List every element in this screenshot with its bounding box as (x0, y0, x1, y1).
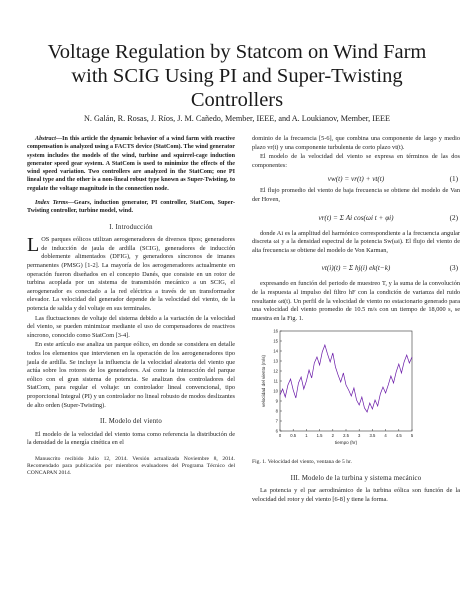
x-tick-label: 1.5 (316, 433, 323, 439)
x-tick-label: 3 (358, 433, 361, 439)
equation-1-number: (1) (449, 175, 458, 184)
section-heading-turbine: III. Modelo de la turbina y sistema mecánico (290, 474, 422, 482)
y-tick-label: 9 (275, 398, 278, 404)
x-tick-label: 3.5 (369, 433, 376, 439)
equation-2 (252, 206, 460, 230)
right-paragraph-3: El flujo promedio del viento de baja frecuencia se obtiene del modelo de Van der Hoven, (252, 187, 460, 203)
right-paragraph-1: dominio de la frecuencia [5-6], que combina una componente de largo y medio plazo vr(t) y una componente turbulenta de corto plazo vt(t). (252, 135, 460, 151)
author-list: N. Galán, R. Rosas, J. Ríos, J. M. Cañedo, Member, IEEE, and A. Loukianov, Member, IEEE (83, 114, 391, 123)
x-tick-label: 0.5 (290, 433, 297, 439)
equation-3-number: (3) (449, 264, 458, 273)
y-tick-label: 10 (273, 388, 278, 394)
x-tick-label: 1 (305, 433, 308, 439)
y-tick-label: 8 (275, 408, 278, 414)
y-tick-label: 7 (275, 418, 278, 424)
intro-paragraph-3: En este artículo ese analiza un parque eólico, en donde se considera en detalle todos los elementos que intervienen en la operación de los aerogeneradores tipo jaula de ardilla. Se incluye la influencia de la velocidad aleatoria del viento que actúa sobre los rotores de los generadores. Así como la interacción del parque eólico con el gran sistema de potencia. Se analizan dos controladores del StatCom, para regular el voltaje: un controlador lineal convencional, tipo proporcional Integral (PI) y un controlador no lineal robusto de modos deslizantes de alto orden (Super-Twisting). (27, 341, 235, 409)
x-tick-label: 5 (410, 433, 414, 439)
index-terms-lead: Index Terms (35, 200, 68, 207)
y-tick-label: 12 (273, 368, 278, 374)
equation-2-number: (2) (449, 213, 458, 222)
y-tick-label: 11 (273, 378, 278, 384)
abstract (27, 135, 235, 193)
y-axis-label: velocidad del viento (m/s) (261, 355, 266, 408)
equation-2-body: vr(t) = Σ Ai cos(ωi t + φi) (318, 213, 394, 222)
left-column (27, 135, 235, 478)
turbine-paragraph-1: La potencia y el par aerodinámico de la turbina eólica son función de la velocidad del rotor y del viento [6-8] y tiene la forma. (252, 487, 460, 503)
y-tick-label: 6 (275, 428, 278, 434)
abstract-lead: Abstract (35, 136, 56, 142)
abstract-text: —In this article the dynamic behavior of a wind farm with reactive compensation is analyzed using a FACTS device (StatCom). The wind generator system includes the models of the wind, turbine and squirrel-cage induction generator speed gear system. A StatCom is used to minimize the effects of the wind speed variation. Two controllers are analyzed in the StatCom; one PI lineal type and the other is a non-lineal robust type known as Super-Twisting, to regulate the voltage magnitude in the connection node. (27, 136, 235, 192)
footnote: Manuscrito recibido Julio 12, 2014. Versión actualizada Noviembre 8, 2014. Recomendado para publicación por miembros evaluadores del Programa Técnico del CONCAPAN 2014. (27, 455, 235, 476)
right-paragraph-4: donde Ai es la amplitud del harmónico correspondiente a la frecuencia angular discreta ωi y a la densidad espectral de la potencia Sw(ωi). El flujo del viento de alta frecuencia se obtiene del modelo de Von Karman, (252, 229, 460, 254)
intro-paragraph-1-text: OS parques eólicos utilizan aerogeneradores de diversos tipos; generadores de inducción de jaula de ardilla (SCIG), generadores de inducción doblemente alimentados (DFIG), y generadores síncronos de imanes permanentes (PMSG) [1-2]. La mayoría de los aerogeneradores actualmente en operación fueron diseñados en el concepto Danés, que consiste en un rotor de turbina acoplada por un sistema de transmisión mecánico a un SCIG, el aerogenerador es conectado a la red eléctrica a través de un transformador elevador. La velocidad del generador depende de la velocidad del viento, de la potencia de salida y del voltaje en sus terminales. (27, 236, 235, 313)
section-heading-wind: II. Modelo del viento (100, 418, 162, 426)
right-paragraph-2: El modelo de la velocidad del viento se expresa en términos de las dos componentes: (252, 153, 460, 169)
wind-paragraph-1: El modelo de la velocidad del viento toma como referencia la distribución de la densidad de la energía cinética en el (27, 430, 235, 447)
equation-3-body: vt(i)(t) = Σ hj(i) ek(t−k) (321, 264, 391, 273)
drop-cap: L (27, 234, 40, 257)
y-tick-label: 15 (273, 338, 278, 344)
intro-paragraph-2: Las fluctuaciones de voltaje del sistema debido a la variación de la velocidad del viento, se pueden minimizar mediante el uso de compensadores de reactivos síncrono, conocido como StatCom [3-4]. (27, 314, 235, 339)
figure-1-caption: Fig. 1. Velocidad del viento, ventana de 5 hr. (252, 458, 352, 465)
right-column (252, 135, 460, 505)
paper-title: Voltage Regulation by Statcom on Wind Farm with SCIG Using PI and Super-Twisting Controllers (47, 41, 427, 111)
x-tick-label: 0 (278, 433, 282, 439)
x-tick-label: 4 (384, 433, 387, 439)
x-tick-label: 4.5 (395, 433, 402, 439)
section-heading-intro: I. Introducción (109, 223, 153, 231)
intro-paragraph-1 (27, 236, 235, 313)
right-paragraph-5: expresando en función del periodo de muestreo T, y la suma de la convolución de la respuesta al impulso del filtro hF con la condición de varianza del ruido resultante ωt(t). Un perfil de la velocidad de viento no estacionario generado para una velocidad del viento promedio de 10.5 m/s con un tiempo de 18,000 s, se muestra en la Fig. 1. (252, 280, 460, 322)
equation-1-body: vw(t) = vr(t) + vt(t) (327, 175, 385, 184)
figure-1 (258, 327, 460, 457)
x-tick-label: 2.5 (343, 433, 349, 439)
y-tick-label: 13 (273, 358, 278, 364)
index-terms-text: —Gears, induction generator, PI controller, StatCom, Super-Twisting controller, turbine model, wind. (27, 200, 235, 215)
y-tick-label: 14 (273, 348, 278, 354)
x-axis-label: tiempo (hr) (334, 440, 358, 446)
x-tick-label: 2 (331, 433, 334, 439)
equation-1 (252, 171, 460, 187)
wind-speed-chart (258, 327, 418, 453)
plot-frame (280, 331, 412, 431)
equation-3 (252, 256, 460, 280)
y-tick-label: 16 (273, 328, 278, 334)
index-terms (27, 199, 235, 216)
